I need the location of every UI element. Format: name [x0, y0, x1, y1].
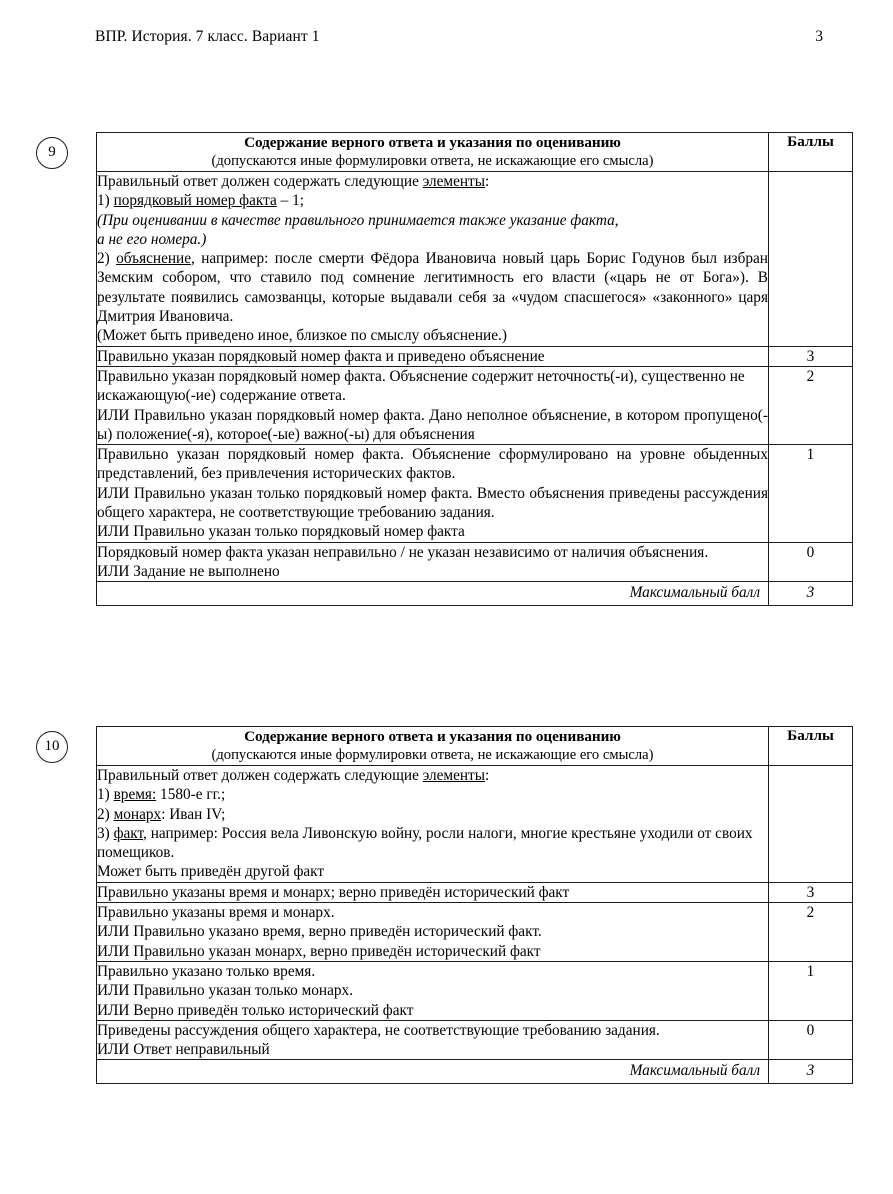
criterion-text-cell: [97, 961, 769, 1020]
answer-item3-text: , например: Россия вела Ливонскую войну, росли налоги, многие крестьяне уходили от своих помещиков.: [97, 824, 753, 862]
criterion-text-cell: [97, 1020, 769, 1060]
criterion-line: Порядковый номер факта указан неправильно / не указан независимо от наличия объяснения.: [97, 543, 709, 561]
answer-intro-underlined: элементы: [422, 767, 486, 784]
criterion-line: Правильно указаны время и монарх.: [97, 904, 335, 922]
criterion-line: ИЛИ Правильно указан монарх, верно приведён исторический факт: [97, 942, 541, 960]
criterion-points-cell: 0: [769, 542, 853, 582]
criterion-text-cell: [97, 903, 769, 962]
answer-intro: [97, 172, 768, 191]
criterion-line: ИЛИ Правильно указан только монарх.: [97, 982, 354, 1000]
header-content-line1: Содержание верного ответа и указания по оцениванию: [244, 134, 621, 151]
answer-item2-text: , например: после смерти Фёдора Ивановича новый царь Борис Годунов был избран Земским собором, что ставило под сомнение легитимность его власти («царь не от Бога»). В результате появились самозванцы, которые выдавали себя за «чудом спасшегося» «законного» царя Дмитрия Ивановича.: [97, 250, 768, 326]
criterion-line: ИЛИ Ответ неправильный: [97, 1041, 270, 1059]
criterion-line: Правильно указан порядковый номер факта. Объяснение содержит неточность(-и), существенно не искажающую(-ие) содержание ответа.: [97, 367, 745, 405]
answer-closing: Может быть приведён другой факт: [97, 863, 325, 881]
answer-item3-marker: 3): [97, 824, 114, 842]
answer-intro-underlined: элементы: [422, 173, 486, 190]
answer-row: [97, 766, 853, 883]
header-content-line1: Содержание верного ответа и указания по оцениванию: [244, 728, 621, 745]
answer-closing: (Может быть приведено иное, близкое по смыслу объяснение.): [97, 327, 507, 345]
criterion-text-cell: [97, 882, 769, 902]
answer-note-line2: а не его номера.): [97, 230, 207, 248]
answer-item-2: [97, 249, 768, 326]
answer-item1-tail: – 1;: [276, 192, 304, 210]
criterion-row: [97, 882, 853, 902]
answer-content-cell: [97, 766, 769, 883]
criterion-points-cell: 3: [769, 346, 853, 366]
answer-intro-text: Правильный ответ должен содержать следующие: [97, 767, 423, 784]
answer-intro: [97, 766, 768, 785]
max-score-row: [97, 582, 853, 605]
answer-item1-tail: 1580-е гг.;: [156, 786, 226, 804]
answer-row: [97, 172, 853, 347]
criterion-row: [97, 346, 853, 366]
answer-item1-marker: 1): [97, 192, 114, 210]
criterion-line: ИЛИ Правильно указан только порядковый номер факта. Вместо объяснения приведены рассуждения общего характера, не соответствующие требованию задания.: [97, 484, 768, 522]
criterion-line: Правильно указаны время и монарх; верно приведён исторический факт: [97, 883, 570, 901]
answer-item2-underlined: монарх: [113, 805, 162, 823]
criterion-row: [97, 366, 853, 444]
header-cell-points: Баллы: [769, 727, 853, 766]
max-score-value: 3: [769, 582, 853, 605]
header-content-line2: (допускаются иные формулировки ответа, не искажающие его смысла): [211, 153, 654, 169]
answer-item2-tail: : Иван IV;: [161, 805, 226, 823]
answer-points-cell: [769, 766, 853, 883]
criterion-line: Правильно указан порядковый номер факта. Объяснение сформулировано на уровне обыденных представлений, без привлечения исторических фактов.: [97, 446, 768, 483]
header-cell-content: [97, 727, 769, 766]
max-score-label: Максимальный балл: [97, 1060, 769, 1083]
max-score-label: Максимальный балл: [97, 582, 769, 605]
scoring-table-9: [96, 132, 853, 606]
criterion-row: [97, 961, 853, 1020]
answer-points-cell: [769, 172, 853, 347]
criterion-points-cell: 2: [769, 366, 853, 444]
answer-intro-text: Правильный ответ должен содержать следующие: [97, 173, 423, 190]
criterion-text-cell: [97, 542, 769, 582]
task-number-circle: 10: [36, 731, 68, 763]
answer-item2-underlined: объяснение: [116, 250, 192, 268]
answer-item3-underlined: факт: [113, 824, 144, 842]
criterion-row: [97, 1020, 853, 1060]
answer-intro-tail: :: [485, 173, 490, 190]
criterion-line: ИЛИ Правильно указан порядковый номер факта. Дано неполное объяснение, в котором пропущено(-ы) положение(-я), которое(-ые) важно(-ы) для объяснения: [97, 406, 768, 443]
answer-item1-underlined: порядковый номер факта: [113, 192, 277, 210]
answer-item2-marker: 2): [97, 805, 114, 823]
header-content-line2: (допускаются иные формулировки ответа, не искажающие его смысла): [211, 747, 654, 763]
answer-item1-underlined: время:: [113, 786, 157, 804]
criterion-line: Правильно указан порядковый номер факта и приведено объяснение: [97, 347, 545, 365]
answer-content-cell: [97, 172, 769, 347]
max-score-value: 3: [769, 1060, 853, 1083]
criterion-line: Правильно указано только время.: [97, 962, 316, 980]
answer-item1-marker: 1): [97, 786, 114, 804]
answer-item-3: [97, 824, 768, 863]
criterion-line: Приведены рассуждения общего характера, не соответствующие требованию задания.: [97, 1021, 660, 1039]
criterion-points-cell: 1: [769, 961, 853, 1020]
criterion-text-cell: [97, 445, 769, 542]
criterion-line: ИЛИ Правильно указан только порядковый номер факта: [97, 523, 465, 541]
document-title: ВПР. История. 7 класс. Вариант 1: [95, 28, 320, 45]
header-cell-content: [97, 133, 769, 172]
criterion-points-cell: 1: [769, 445, 853, 542]
criterion-line: ИЛИ Задание не выполнено: [97, 562, 280, 580]
criterion-text-cell: [97, 346, 769, 366]
criterion-text-cell: [97, 366, 769, 444]
criterion-row: [97, 542, 853, 582]
table-header-row: [97, 133, 853, 172]
criterion-row: [97, 903, 853, 962]
page-number: 3: [815, 28, 823, 45]
header-cell-points: Баллы: [769, 133, 853, 172]
answer-item-1: [97, 785, 768, 804]
answer-note-line1: (При оценивании в качестве правильного принимается также указание факта,: [97, 211, 619, 229]
criterion-row: [97, 445, 853, 542]
answer-intro-tail: :: [485, 767, 490, 784]
criterion-line: ИЛИ Правильно указано время, верно приведён исторический факт.: [97, 923, 542, 941]
answer-item-2: [97, 805, 768, 824]
scoring-table-10: [96, 726, 853, 1084]
task-number-circle: 9: [36, 137, 68, 169]
criterion-points-cell: 2: [769, 903, 853, 962]
max-score-row: [97, 1060, 853, 1083]
criterion-points-cell: 0: [769, 1020, 853, 1060]
table-header-row: [97, 727, 853, 766]
criterion-line: ИЛИ Верно приведён только исторический факт: [97, 1001, 414, 1019]
answer-item2-marker: 2): [97, 250, 117, 268]
answer-item-1: [97, 191, 768, 210]
page-running-head: [95, 28, 853, 50]
criterion-points-cell: 3: [769, 882, 853, 902]
